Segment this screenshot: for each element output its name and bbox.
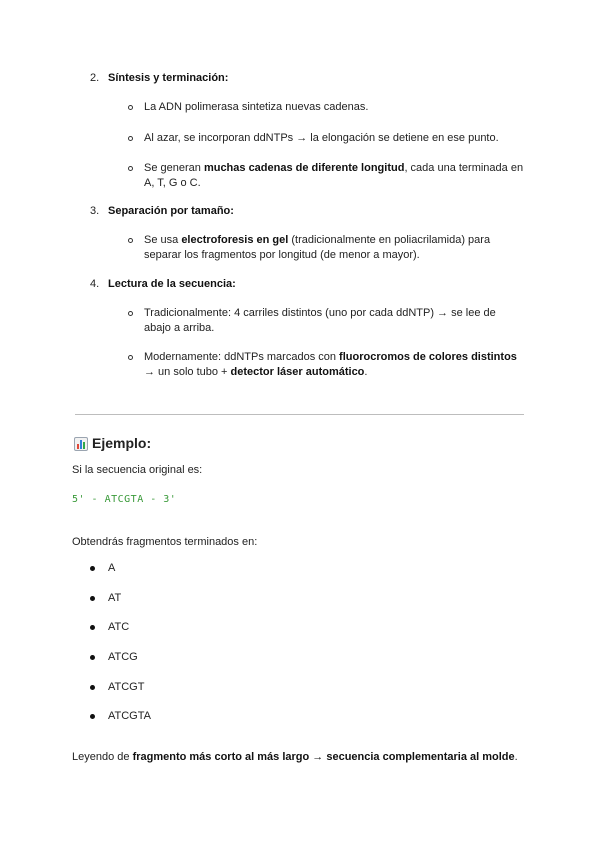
step-number: 4.	[90, 278, 100, 290]
bullet-text: Tradicionalmente: 4 carriles distintos (uno por cada ddNTP) → se lee de	[144, 307, 496, 319]
bullet-dot	[90, 566, 95, 571]
step-number: 2.	[90, 72, 100, 84]
bullet-text-line2: abajo a arriba.	[144, 322, 215, 334]
fragment-item: ATC	[108, 621, 130, 633]
fragment-item: AT	[108, 592, 122, 604]
bullet-dot	[90, 714, 95, 719]
step-title: Síntesis y terminación:	[108, 72, 229, 84]
section-heading: Ejemplo:	[92, 435, 152, 451]
fragment-item: ATCG	[108, 651, 138, 663]
bullet-circle	[128, 238, 133, 243]
bullet-dot	[90, 685, 95, 690]
step-title: Separación por tamaño:	[108, 205, 234, 217]
fragments-intro: Obtendrás fragmentos terminados en:	[72, 536, 258, 548]
fragment-item: ATCGT	[108, 681, 145, 693]
bullet-circle	[128, 355, 133, 360]
bar-chart-icon	[74, 437, 88, 451]
sequence-code: 5' - ATCGTA - 3'	[72, 494, 177, 505]
bullet-text: La ADN polimerasa sintetiza nuevas cadenas.	[144, 101, 369, 113]
bullet-text-line2: separar los fragmentos por longitud (de menor a mayor).	[144, 249, 420, 261]
example-intro: Si la secuencia original es:	[72, 464, 203, 476]
step-number: 3.	[90, 205, 100, 217]
bullet-circle	[128, 105, 133, 110]
step-title: Lectura de la secuencia:	[108, 278, 236, 290]
bullet-dot	[90, 596, 95, 601]
bullet-text: Se generan muchas cadenas de diferente longitud, cada una terminada en	[144, 162, 524, 174]
bullet-text: Al azar, se incorporan ddNTPs → la elongación se detiene en ese punto.	[144, 132, 499, 144]
bullet-dot	[90, 625, 95, 630]
conclusion-text: Leyendo de fragmento más corto al más largo → secuencia complementaria al molde.	[72, 751, 518, 763]
bullet-circle	[128, 166, 133, 171]
bullet-text-line2: → un solo tubo + detector láser automático.	[144, 366, 368, 378]
fragment-item: ATCGTA	[108, 710, 151, 722]
fragment-item: A	[108, 562, 116, 574]
bullet-circle	[128, 311, 133, 316]
bullet-text-line2: A, T, G o C.	[144, 177, 201, 189]
bullet-dot	[90, 655, 95, 660]
bullet-text: Modernamente: ddNTPs marcados con fluorocromos de colores distintos	[144, 351, 517, 363]
bullet-text: Se usa electroforesis en gel (tradicionalmente en poliacrilamida) para	[144, 234, 491, 246]
divider	[75, 414, 524, 415]
bullet-circle	[128, 136, 133, 141]
